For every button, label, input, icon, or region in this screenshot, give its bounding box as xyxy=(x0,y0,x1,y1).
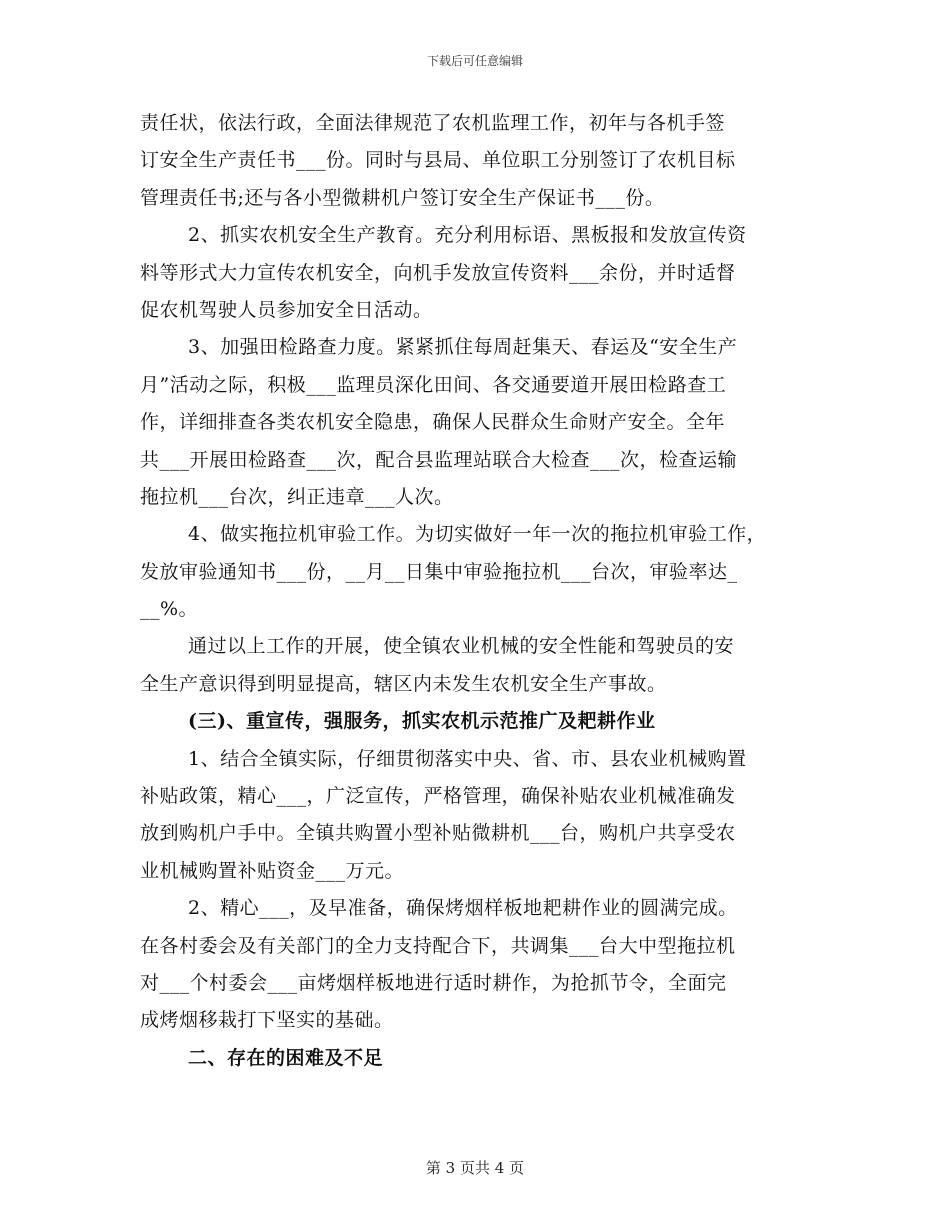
paragraph-start-line: 通过以上工作的开展，使全镇农业机械的安全性能和驾驶员的安 xyxy=(188,635,735,658)
body-line: 管理责任书;还与各小型微耕机户签订安全生产保证书___份。 xyxy=(140,186,665,209)
body-line: 共___开展田检路查___次，配合县监理站联合大检查___次，检查运输 xyxy=(140,448,738,471)
paragraph-start-line: 1、结合全镇实际，仔细贯彻落实中央、省、市、县农业机械购置 xyxy=(188,747,747,770)
document-body xyxy=(140,105,830,1077)
body-line: __%。 xyxy=(140,598,199,621)
paragraph-start-line: 3、加强田检路查力度。紧紧抓住每周赶集天、春运及“安全生产 xyxy=(188,336,738,359)
body-line: 月”活动之际，积极___监理员深化田间、各交通要道开展田检路查工 xyxy=(140,373,727,396)
section-heading: 二、存在的困难及不足 xyxy=(188,1046,384,1069)
paragraph-start-line: 2、精心___，及早准备，确保烤烟样板地耙耕作业的圆满完成。 xyxy=(188,897,738,920)
page-header: 下载后可任意编辑 xyxy=(426,54,523,68)
body-line: 订安全生产责任书___份。同时与县局、单位职工分别签订了农机目标 xyxy=(140,149,736,172)
body-line: 发放审验通知书___份，__月__日集中审验拖拉机___台次，审验率达_ xyxy=(140,560,738,583)
paragraph-start-line: 4、做实拖拉机审验工作。为切实做好一年一次的拖拉机审验工作， xyxy=(188,523,767,546)
body-line: 业机械购置补贴资金___万元。 xyxy=(140,859,405,882)
body-line: 作，详细排查各类农机安全隐患，确保人民群众生命财产安全。全年 xyxy=(140,411,726,434)
body-line: 成烤烟移栽打下坚实的基础。 xyxy=(140,1009,394,1032)
body-line: 对___个村委会___亩烤烟样板地进行适时耕作，为抢抓节令，全面完 xyxy=(140,971,727,994)
body-line: 放到购机户手中。全镇共购置小型补贴微耕机___台，购机户共享受农 xyxy=(140,822,736,845)
section-heading: (三)、重宣传，强服务，抓实农机示范推广及耙耕作业 xyxy=(188,710,656,733)
body-line: 全生产意识得到明显提高，辖区内未发生农机安全生产事故。 xyxy=(140,672,667,695)
body-line: 拖拉机___台次，纠正违章___人次。 xyxy=(140,485,454,508)
body-line: 在各村委会及有关部门的全力支持配合下，共调集___台大中型拖拉机 xyxy=(140,934,736,957)
body-line: 料等形式大力宣传农机安全，向机手发放宣传资料___余份，并时适督 xyxy=(140,261,736,284)
page-footer: 第 3 页共 4 页 xyxy=(425,1159,525,1177)
paragraph-start-line: 2、抓实农机安全生产教育。充分利用标语、黑板报和发放宣传资 xyxy=(188,224,747,247)
body-line: 促农机驾驶人员参加安全日活动。 xyxy=(140,298,433,321)
body-line: 补贴政策，精心___，广泛宣传，严格管理，确保补贴农业机械准确发 xyxy=(140,785,736,808)
body-line: 责任状，依法行政，全面法律规范了农机监理工作，初年与各机手签 xyxy=(140,112,726,134)
